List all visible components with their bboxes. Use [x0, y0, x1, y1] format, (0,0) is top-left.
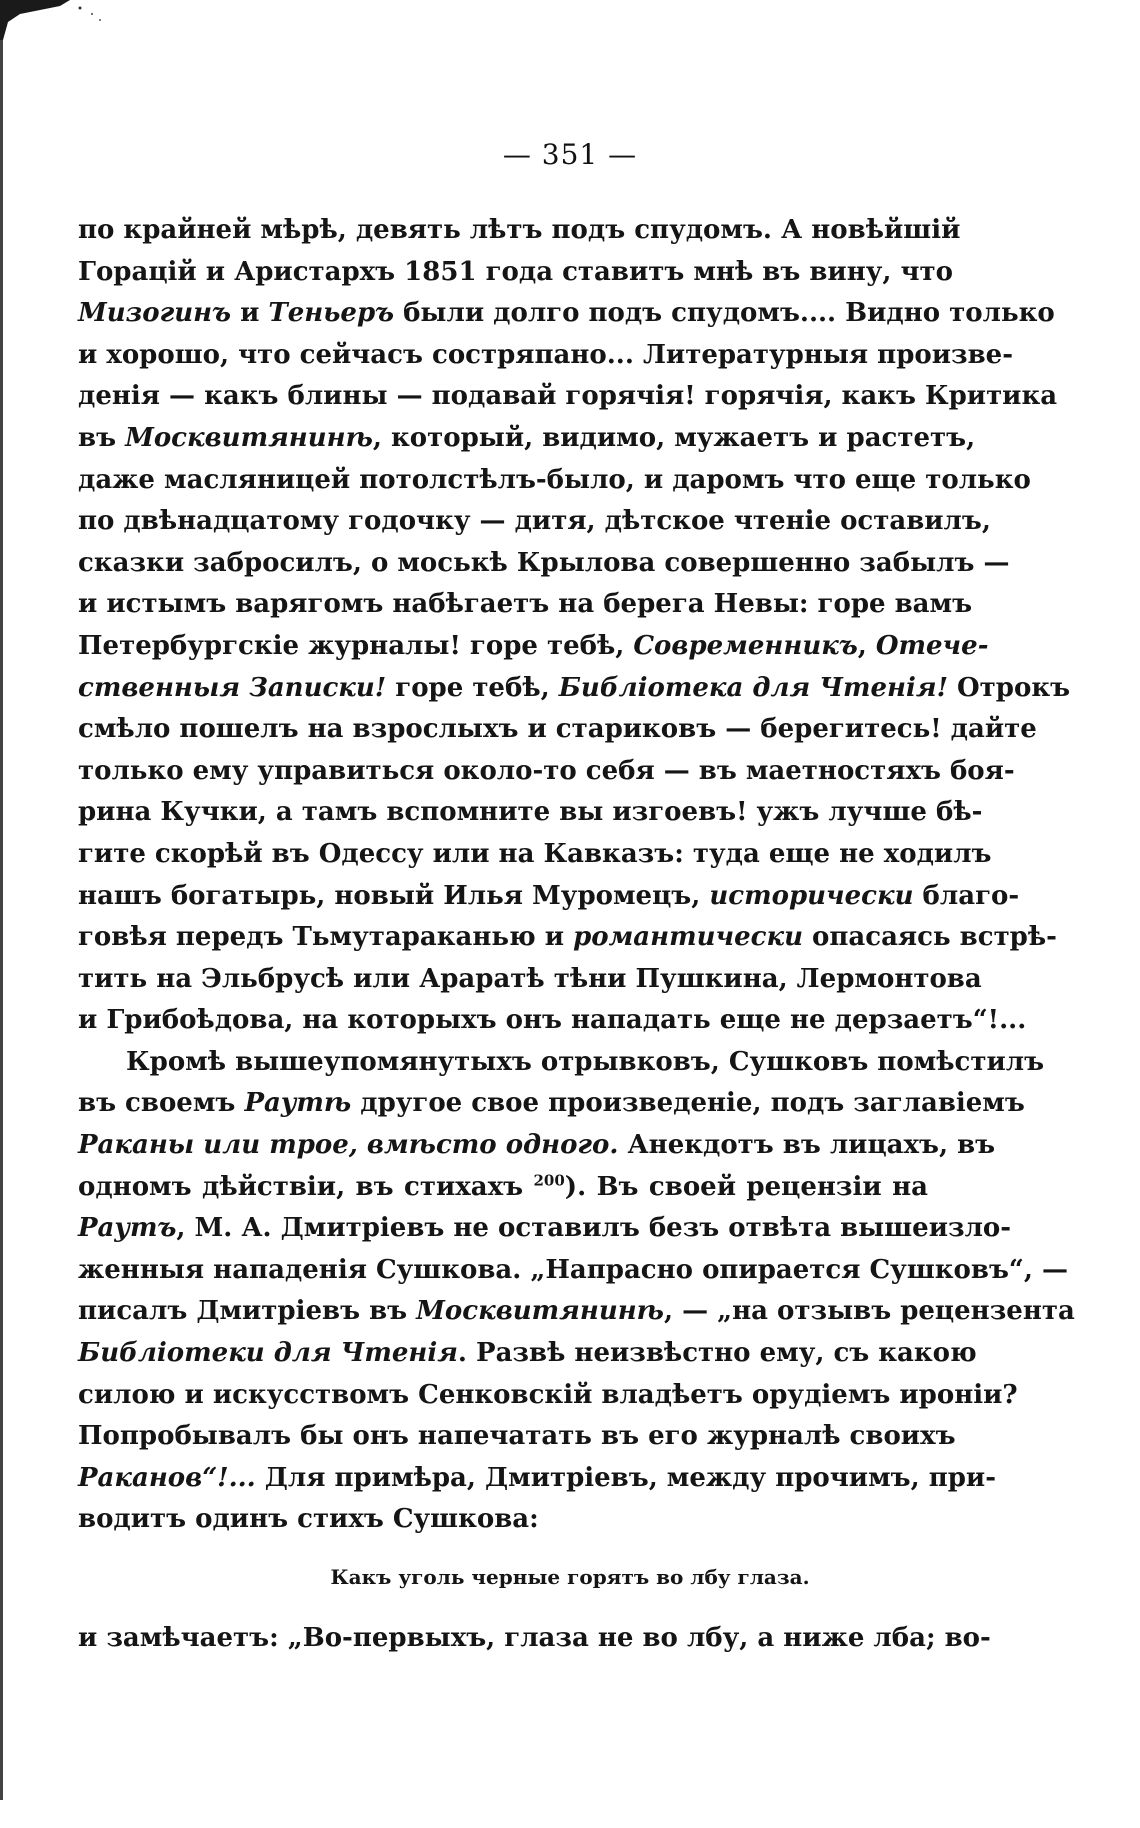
- text-line: [78, 418, 976, 460]
- scan-corner-smudge: [0, 0, 120, 40]
- text-run: и: [231, 298, 269, 329]
- text-run: въ: [78, 422, 126, 453]
- text-run: , М. А. Дмитріевъ не оставилъ безъ отвѣта вышеизло-: [176, 1213, 1012, 1244]
- text-line: и хорошо, что сейчасъ состряпано... Литературныя произве-: [78, 339, 1014, 370]
- text-line: Попробывалъ бы онъ напечатать въ его журналѣ своихъ: [78, 1421, 956, 1452]
- italic-title: Современникъ: [633, 630, 858, 661]
- text-line: [78, 626, 989, 668]
- text-run: одномъ дѣйствіи, въ стихахъ: [78, 1171, 524, 1202]
- page-left-edge: [0, 20, 3, 1800]
- text-line: и истымъ варягомъ набѣгаетъ на берега Невы: горе вамъ: [78, 589, 973, 620]
- text-line: по двѣнадцатому годочку — дитя, дѣтское чтеніе оставилъ,: [78, 506, 991, 537]
- text-line: силою и искусствомъ Сенковскій владѣетъ орудіемъ ироніи?: [78, 1379, 1018, 1410]
- text-run: опасаясь встрѣ-: [802, 922, 1057, 953]
- text-run: Для примѣра, Дмитріевъ, между прочимъ, при-: [255, 1462, 996, 1493]
- italic-title: Москвитянинѣ: [125, 422, 373, 453]
- text-run: Отрокъ: [947, 672, 1071, 703]
- text-line: по крайней мѣрѣ, девять лѣтъ подъ спудомъ. А новѣйшій: [78, 215, 961, 245]
- text-line: гите скорѣй въ Одессу или на Кавказъ: туда еще не ходилъ: [78, 838, 992, 869]
- quoted-verse: Какъ уголь черные горятъ во лбу глаза.: [330, 1565, 810, 1589]
- text-line: [78, 1083, 1025, 1125]
- italic-title: Теньеръ: [268, 298, 395, 329]
- text-line: [78, 1125, 996, 1167]
- text-line: тить на Эльбрусѣ или Араратѣ тѣни Пушкина, Лермонтова: [78, 963, 982, 994]
- text-run: , который, видимо, мужаетъ и растетъ,: [372, 422, 976, 453]
- page-number: — 351 —: [502, 138, 638, 171]
- text-run: Петербургскіе журналы! горе тебѣ,: [78, 630, 634, 661]
- text-run: благо-: [913, 880, 1020, 911]
- text-run: ,: [857, 630, 876, 661]
- text-line: смѣло пошелъ на взрослыхъ и стариковъ — берегитесь! дайте: [78, 714, 1037, 745]
- text-run: . Развѣ неизвѣстно ему, съ какою: [457, 1338, 977, 1369]
- text-run: , — „на отзывъ рецензента: [663, 1296, 1075, 1327]
- text-line: [78, 1167, 928, 1209]
- italic-title: Москвитянинѣ: [416, 1296, 664, 1327]
- text-line: [78, 1208, 1012, 1250]
- text-line: [78, 293, 1055, 335]
- text-line: [78, 917, 1057, 959]
- italic-title: Мизогинъ: [78, 298, 232, 329]
- text-run: были долго подъ спудомъ.... Видно только: [394, 298, 1055, 329]
- italic-title: Раканов“!...: [78, 1462, 256, 1493]
- text-line: [78, 1333, 977, 1375]
- text-run: нашъ богатырь, новый Илья Муромецъ,: [78, 880, 710, 911]
- text-run: другое свое произведеніе, подъ заглавіемъ: [351, 1088, 1025, 1119]
- footnote-reference: 200: [533, 1171, 565, 1189]
- italic-title: Библіотеки для Чтенія: [78, 1338, 458, 1369]
- text-line: только ему управиться около-то себя — въ маетностяхъ боя-: [78, 755, 1015, 786]
- italic-title: Отече-: [875, 630, 989, 661]
- final-text: [78, 1618, 991, 1660]
- text-line: [78, 876, 1020, 918]
- text-line: и Грибоѣдова, на которыхъ онъ нападать еще не дерзаетъ“!...: [78, 1005, 1027, 1036]
- text-line: [78, 1458, 996, 1500]
- text-line: сказки забросилъ, о моськѣ Крылова совершенно забылъ —: [78, 547, 1010, 578]
- text-line: даже масляницей потолстѣлъ-было, и даромъ что еще только: [78, 464, 1031, 495]
- text-line: денія — какъ блины — подавай горячія! горячія, какъ Критика: [78, 381, 1058, 412]
- text-run: ). Въ своей рецензіи на: [564, 1171, 928, 1202]
- text-run: горе тебѣ,: [386, 672, 559, 703]
- italic-word: романтически: [573, 922, 803, 953]
- text-line: и замѣчаетъ: „Во-первыхъ, глаза не во лбу, а ниже лба; во-: [78, 1623, 991, 1653]
- text-run: говѣя передъ Тьмутараканью и: [78, 922, 574, 953]
- italic-title: Раутъ: [78, 1213, 177, 1244]
- italic-title: ственныя Записки!: [78, 672, 387, 703]
- body-text: [78, 210, 1075, 1541]
- text-line: [78, 668, 1071, 710]
- text-run: Анекдотъ въ лицахъ, въ: [618, 1130, 996, 1161]
- italic-title: Раутѣ: [244, 1088, 352, 1119]
- text-line: водитъ одинъ стихъ Сушкова:: [78, 1504, 539, 1535]
- text-line: [78, 1291, 1075, 1333]
- text-line: женныя нападенія Сушкова. „Напрасно опирается Сушковъ“, —: [78, 1254, 1068, 1285]
- text-line: рина Кучки, а тамъ вспомните вы изгоевъ! ужъ лучше бѣ-: [78, 797, 983, 828]
- italic-title: Раканы или трое, вмѣсто одного.: [78, 1130, 619, 1161]
- italic-word: исторически: [709, 880, 914, 911]
- italic-title: Библіотека для Чтенія!: [558, 672, 948, 703]
- text-run: въ своемъ: [78, 1088, 245, 1119]
- paragraph-start-line: Кромѣ вышеупомянутыхъ отрывковъ, Сушковъ помѣстилъ: [126, 1046, 1045, 1077]
- text-line: Горацій и Аристархъ 1851 года ставитъ мнѣ въ вину, что: [78, 256, 953, 287]
- text-run: писалъ Дмитріевъ въ: [78, 1296, 417, 1327]
